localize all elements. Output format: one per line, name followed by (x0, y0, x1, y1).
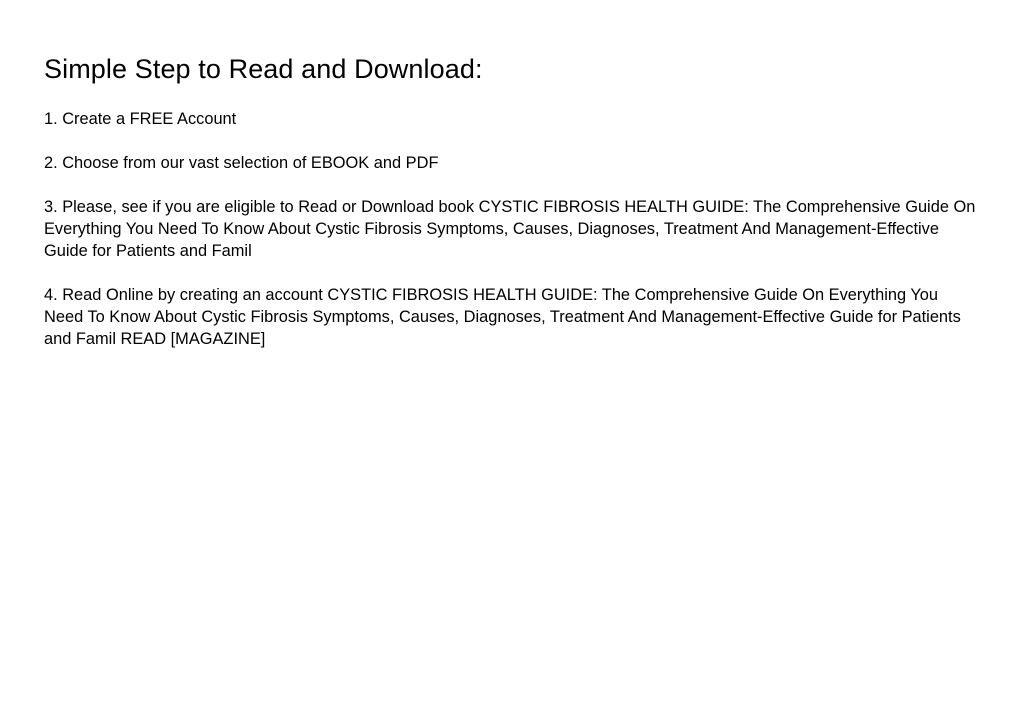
step-4: 4. Read Online by creating an account CYSTIC FIBROSIS HEALTH GUIDE: The Comprehensive Guide On Everything You Need To Know About Cystic Fibrosis Symptoms, Causes, Diagnoses, Treatment And Management-Effective Guide for Patients and Famil READ [MAGAZINE] (44, 286, 961, 348)
step-3: 3. Please, see if you are eligible to Read or Download book CYSTIC FIBROSIS HEALTH GUIDE: The Comprehensive Guide On Everything You Need To Know About Cystic Fibrosis Symptoms, Causes, Diagnoses, Treatment And Management-Effective Guide for Patients and Famil (44, 198, 976, 260)
page-title: Simple Step to Read and Download: (44, 54, 483, 84)
step-1: 1. Create a FREE Account (44, 110, 237, 128)
step-2: 2. Choose from our vast selection of EBOOK and PDF (44, 154, 439, 172)
steps-list (44, 108, 980, 350)
